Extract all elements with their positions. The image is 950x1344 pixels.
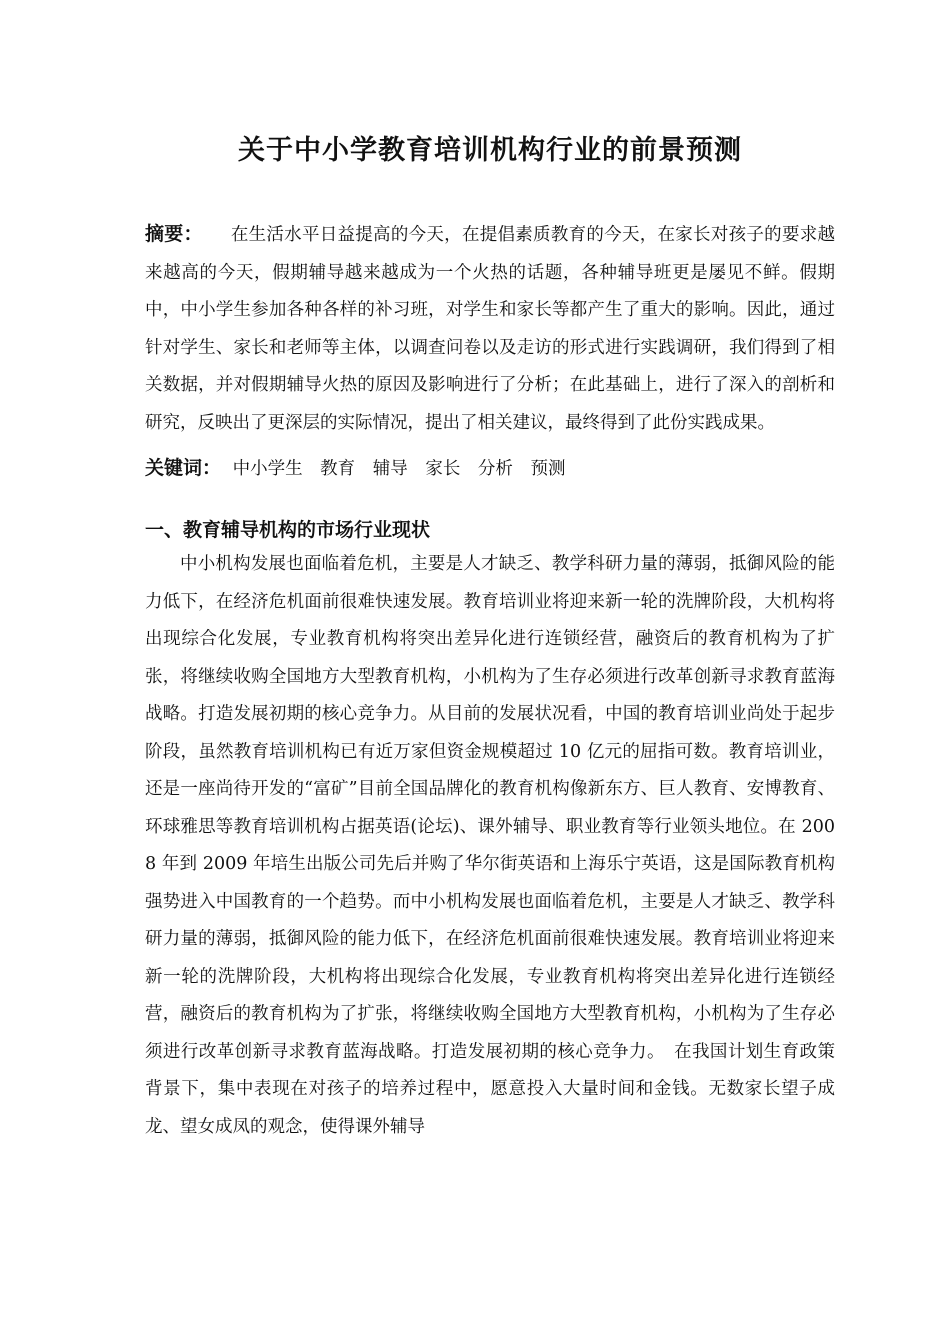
keyword: 预测 (530, 459, 566, 479)
abstract-label: 摘要： (145, 223, 203, 245)
section-heading: 一、教育辅导机构的市场行业现状 (145, 519, 431, 541)
keywords-label: 关键词： (145, 457, 222, 479)
keyword: 辅导 (372, 459, 408, 479)
keyword: 家长 (425, 459, 461, 479)
document-title: 关于中小学教育培训机构行业的前景预测 (238, 135, 742, 166)
section-body: 中小机构发展也面临着危机，主要是人才缺乏、教学科研力量的薄弱，抵御风险的能力低下，在经济危机面前很难快速发展。教育培训业将迎来新一轮的洗牌阶段，大机构将出现综合化发展，专业教育机构将突出差异化进行连锁经营，融资后的教育机构为了扩张，将继续收购全国地方大型教育机构，小机构为了生存必须进行改革创新寻求教育蓝海战略。打造发展初期的核心竞争力。从目前的发展状况看，中国的教育培训业尚处于起步阶段，虽然教育培训机构已有近万家但资金规模超过 10 亿元的屈指可数。教育培训业，还是一座尚待开发的“富矿”目前全国品牌化的教育机构像新东方、巨人教育、安博教育、环球雅思等教育培训机构占据英语(论坛)、课外辅导、职业教育等行业领头地位。在 2008 年到 2009 年培生出版公司先后并购了华尔街英语和上海乐宁英语，这是国际教育机构强势进入中国教育的一个趋势。而中小机构发展也面临着危机，主要是人才缺乏、教学科研力量的薄弱，抵御风险的能力低下，在经济危机面前很难快速发展。教育培训业将迎来新一轮的洗牌阶段，大机构将出现综合化发展，专业教育机构将突出差异化进行连锁经营，融资后的教育机构为了扩张，将继续收购全国地方大型教育机构，小机构为了生存必须进行改革创新寻求教育蓝海战略。打造发展初期的核心竞争力。 在我国计划生育政策背景下，集中表现在对孩子的培养过程中，愿意投入大量时间和金钱。无数家长望子成龙、望女成凤的观念，使得课外辅导 (145, 554, 835, 1137)
keywords-line (145, 450, 835, 488)
keyword: 教育 (320, 459, 356, 479)
abstract-text: 在生活水平日益提高的今天，在提倡素质教育的今天，在家长对孩子的要求越来越高的今天，假期辅导越来越成为一个火热的话题，各种辅导班更是屡见不鲜。假期中，中小学生参加各种各样的补习班，对学生和家长等都产生了重大的影响。因此，通过针对学生、家长和老师等主体，以调查问卷以及走访的形式进行实践调研，我们得到了相关数据，并对假期辅导火热的原因及影响进行了分析；在此基础上，进行了深入的剖析和研究，反映出了更深层的实际情况，提出了相关建议，最终得到了此份实践成果。 (145, 225, 835, 433)
abstract-paragraph (145, 216, 835, 442)
keyword: 分析 (477, 459, 513, 479)
document-page (145, 128, 835, 1146)
keyword: 中小学生 (232, 459, 303, 479)
